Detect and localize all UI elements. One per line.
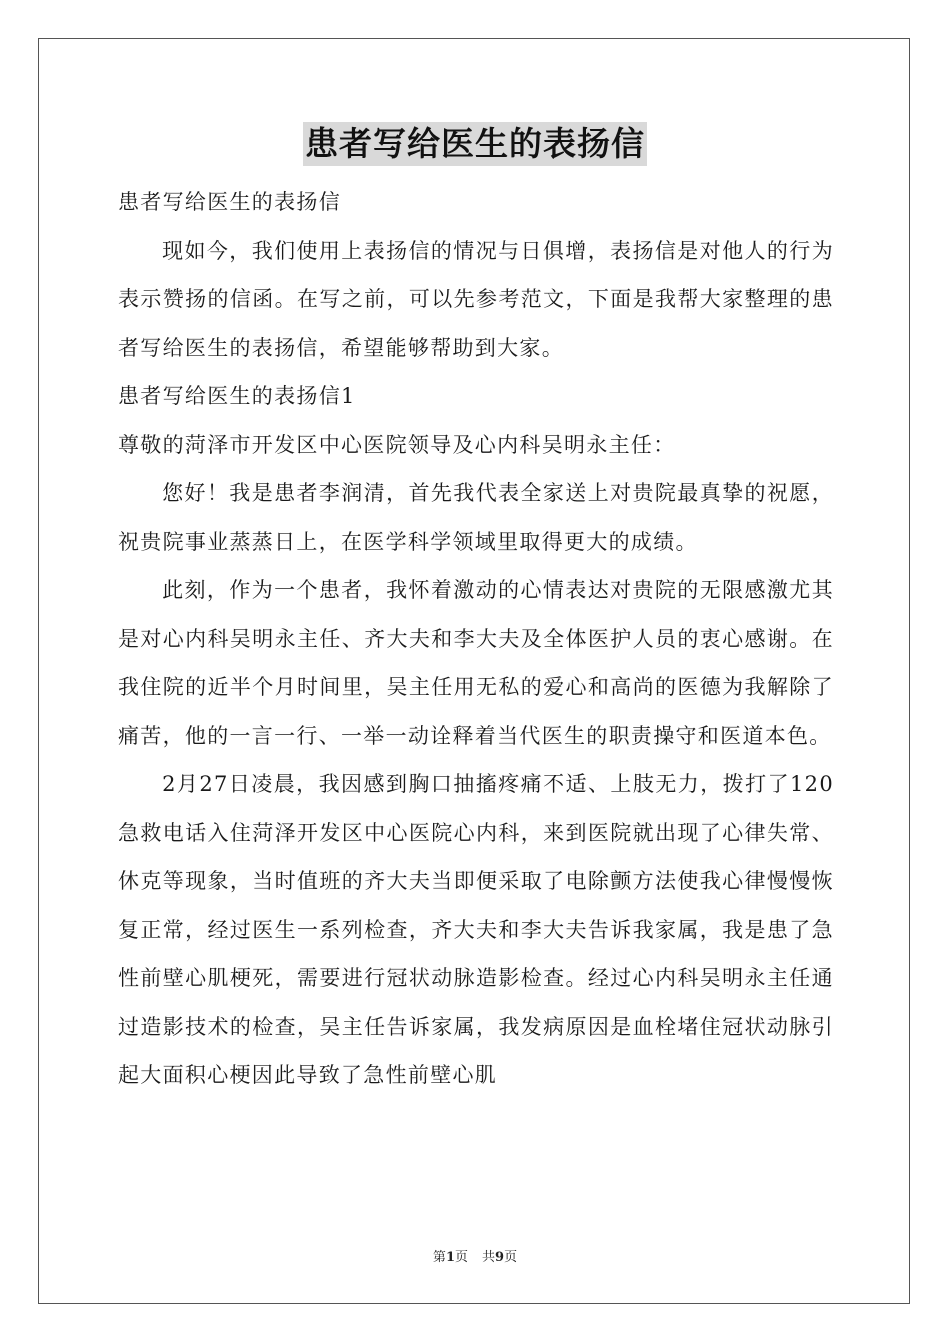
paragraph-greeting: 您好！我是患者李润清，首先我代表全家送上对贵院最真挚的祝愿，祝贵院事业蒸蒸日上，在医学科学领域里取得更大的成绩。 — [118, 481, 834, 554]
document-title: 患者写给医生的表扬信 — [303, 122, 647, 166]
page-total: 9 — [495, 1250, 505, 1265]
page-footer — [0, 1246, 950, 1265]
paragraph-gratitude: 此刻，作为一个患者，我怀着激动的心情表达对贵院的无限感激尤其是对心内科吴明永主任、齐大夫和李大夫及全体医护人员的衷心感谢。在我住院的近半个月时间里，吴主任用无私的爱心和高尚的医德为我解除了痛苦，他的一言一行、一举一动诠释着当代医生的职责操守和医道本色。 — [118, 578, 834, 748]
paragraph-salutation: 尊敬的菏泽市开发区中心医院领导及心内科吴明永主任： — [118, 432, 676, 457]
paragraph-subtitle: 患者写给医生的表扬信 — [118, 190, 341, 214]
page-suffix: 页 — [454, 1250, 468, 1265]
paragraph-letter-heading: 患者写给医生的表扬信1 — [118, 384, 356, 408]
paragraph-narrative: 2月27日凌晨，我因感到胸口抽搐疼痛不适、上肢无力，拨打了120急救电话入住菏泽开发区中心医院心内科，来到医院就出现了心律失常、休克等现象，当时值班的齐大夫当即便采取了电除颤方法使我心律慢慢恢复正常，经过医生一系列检查，齐大夫和李大夫告诉我家属，我是患了急性前壁心肌梗死，需要进行冠状动脉造影检查。经过心内科吴明永主任通过造影技术的检查，吴主任告诉家属，我发病原因是血栓堵住冠状动脉引起大面积心梗因此导致了急性前壁心肌 — [118, 772, 834, 1087]
title-container — [0, 122, 950, 166]
page-current: 1 — [445, 1250, 455, 1265]
document-body — [118, 178, 834, 1100]
page-prefix: 第 — [432, 1250, 446, 1265]
total-suffix: 页 — [504, 1250, 518, 1265]
total-prefix: 共 — [482, 1250, 496, 1265]
paragraph-intro: 现如今，我们使用上表扬信的情况与日俱增，表扬信是对他人的行为表示赞扬的信函。在写之前，可以先参考范文，下面是我帮大家整理的患者写给医生的表扬信，希望能够帮助到大家。 — [118, 238, 834, 360]
